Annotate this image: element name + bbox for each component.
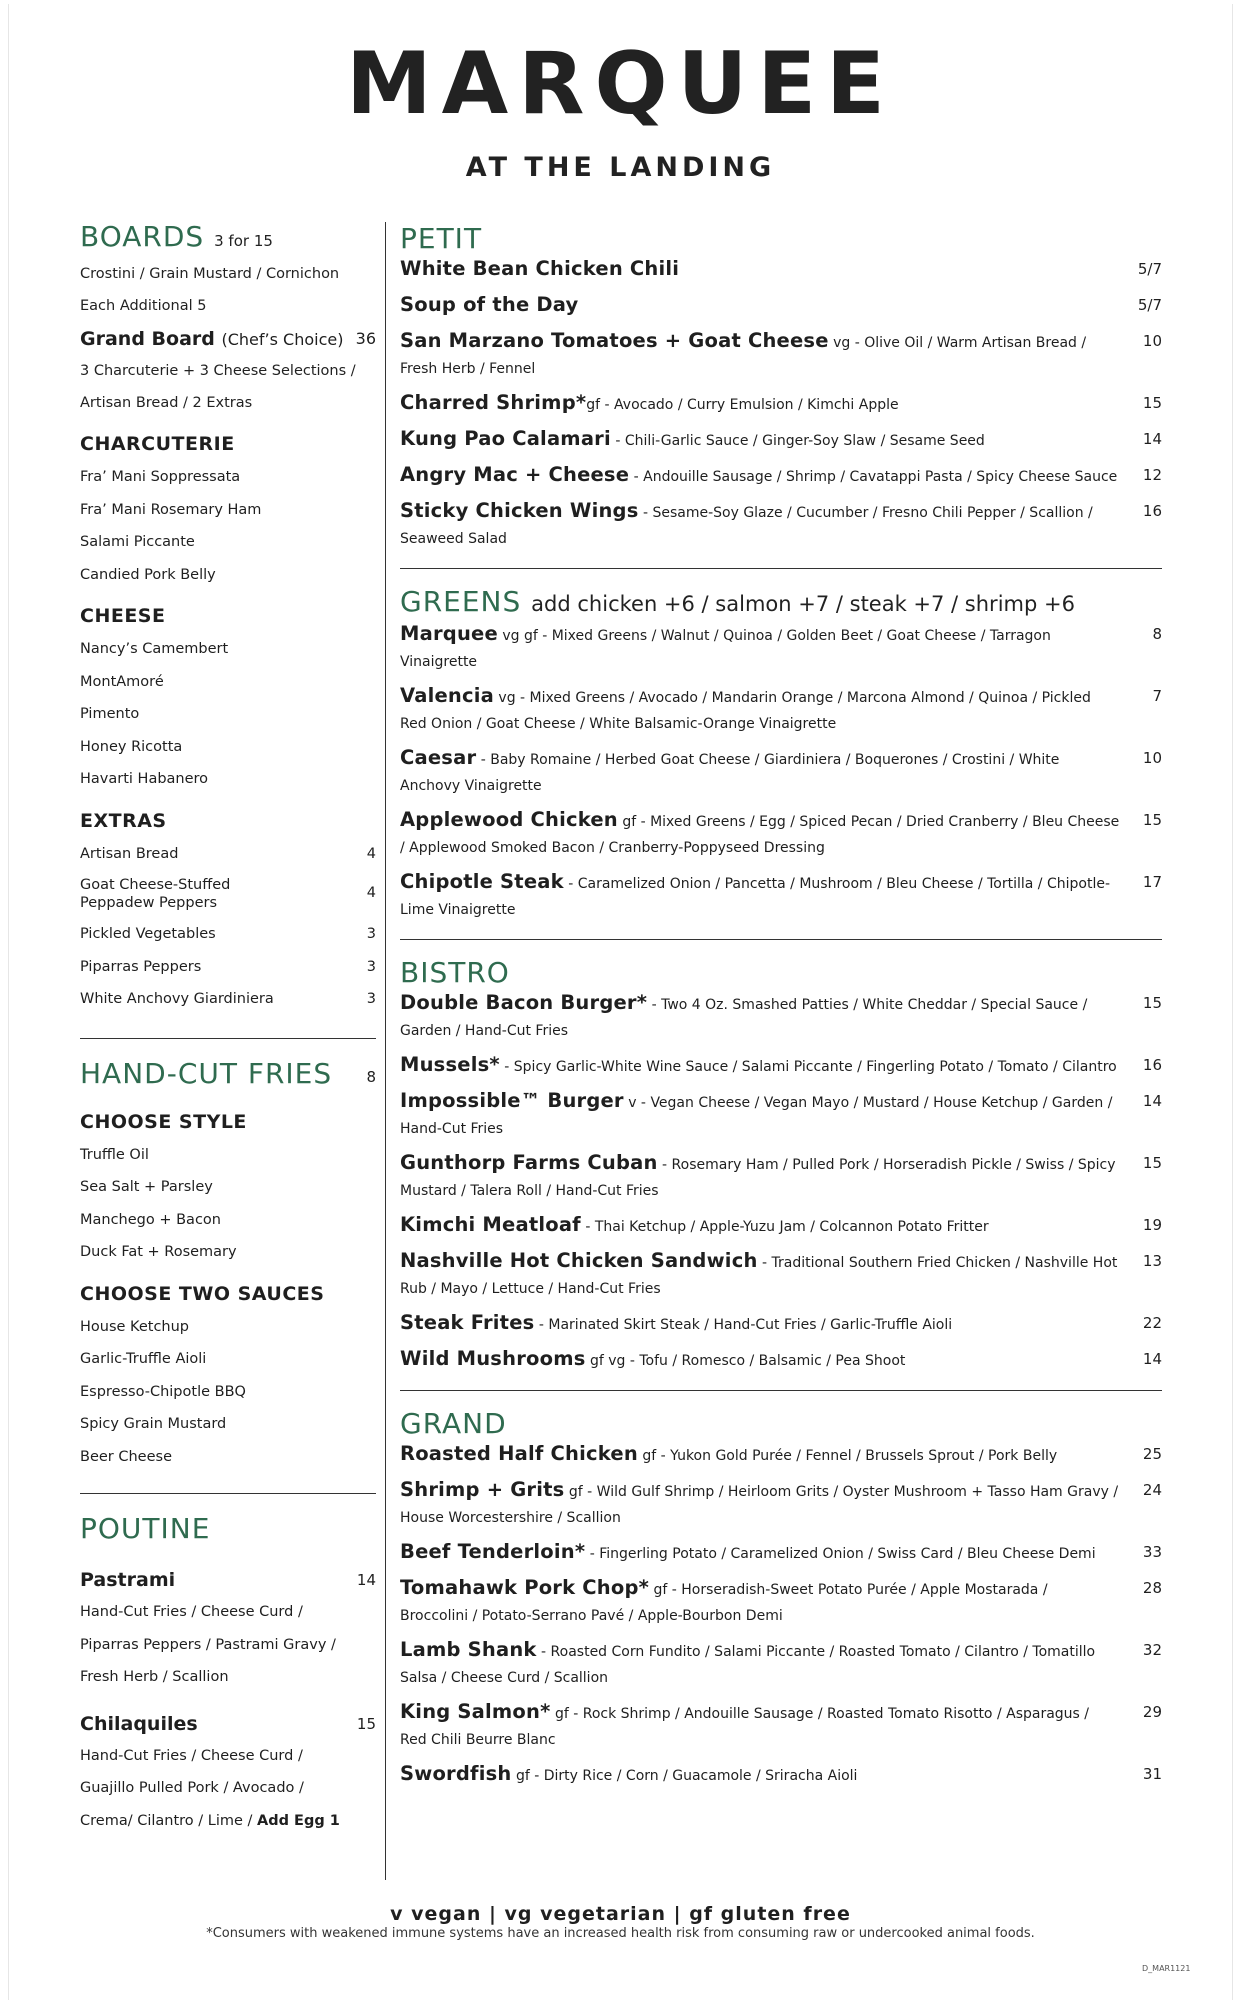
menu-item-desc: - Thai Ketchup / Apple-Yuzu Jam / Colcannon Potato Fritter	[580, 1219, 989, 1235]
menu-item-name: Marquee	[400, 622, 498, 645]
menu-item-desc: vg - Olive Oil / Warm Artisan Bread / Fresh Herb / Fennel	[400, 335, 1087, 377]
menu-item	[400, 256, 1162, 284]
menu-item-price: 15	[1142, 811, 1162, 829]
extras-item-name-line1: Goat Cheese-Stuffed	[80, 877, 231, 893]
column-divider	[385, 222, 386, 1880]
poutine-heading: POUTINE	[80, 1512, 211, 1545]
menu-item-name: Charred Shrimp*	[400, 391, 587, 414]
menu-item-name: Angry Mac + Cheese	[400, 463, 630, 486]
menu-item-desc: gf - Mixed Greens / Egg / Spiced Pecan / Dried Cranberry / Bleu Cheese / Applewood Smoked Bacon / Cranberry-Poppyseed Dressing	[400, 814, 1120, 856]
menu-item	[400, 1539, 1162, 1567]
menu-item-price: 10	[1142, 749, 1162, 767]
menu-item-desc: gf vg - Tofu / Romesco / Balsamic / Pea Shoot	[585, 1353, 906, 1369]
menu-item-price: 14	[1142, 1092, 1162, 1110]
divider	[400, 939, 1162, 940]
menu-item-name: Sticky Chicken Wings	[400, 499, 639, 522]
extras-item-name: Pickled Vegetables	[80, 926, 216, 942]
fries-style: Manchego + Bacon	[80, 1211, 221, 1228]
poutine-item	[80, 1708, 376, 1740]
menu-item	[400, 1575, 1162, 1629]
menu-item-name: Beef Tenderloin*	[400, 1540, 586, 1563]
menu-item	[400, 1637, 1162, 1691]
menu-item-desc: gf - Yukon Gold Purée / Fennel / Brussels Sprout / Pork Belly	[637, 1448, 1058, 1464]
menu-item-desc: vg - Mixed Greens / Avocado / Mandarin Orange / Marcona Almond / Quinoa / Pickled Red Onion / Goat Cheese / White Balsamic-Orange Vinaigrette	[400, 690, 1091, 732]
poutine-item-line: Hand-Cut Fries / Cheese Curd /	[80, 1747, 303, 1764]
menu-item-price: 33	[1142, 1543, 1162, 1561]
greens-addons: add chicken +6 / salmon +7 / steak +7 / shrimp +6	[531, 592, 1075, 616]
boards-note: 3 for 15	[214, 232, 273, 250]
menu-item-desc: gf - Wild Gulf Shrimp / Heirloom Grits / Oyster Mushroom + Tasso Ham Gravy / House Worcestershire / Scallion	[400, 1484, 1119, 1526]
fries-heading-row	[80, 1057, 376, 1097]
menu-item	[400, 462, 1162, 490]
choose-sauces-heading: CHOOSE TWO SAUCES	[80, 1282, 325, 1305]
fries-style: Truffle Oil	[80, 1146, 149, 1163]
menu-item-price: 10	[1142, 332, 1162, 350]
extras-item-name: Artisan Bread	[80, 845, 179, 862]
menu-item-name: Steak Frites	[400, 1311, 535, 1334]
poutine-item-name: Pastrami	[80, 1569, 176, 1591]
menu-item	[400, 1088, 1162, 1142]
extras-item-price: 3	[366, 991, 376, 1007]
menu-item-name: Mussels*	[400, 1053, 500, 1076]
menu-item-price: 15	[1142, 1154, 1162, 1172]
grand-board-price: 36	[355, 329, 376, 348]
menu-item-desc: - Two 4 Oz. Smashed Patties / White Cheddar / Special Sauce / Garden / Hand-Cut Fries	[400, 997, 1088, 1039]
menu-item	[400, 390, 1162, 418]
extras-item	[80, 870, 376, 918]
poutine-item-price: 15	[356, 1714, 376, 1733]
choose-style-heading: CHOOSE STYLE	[80, 1110, 247, 1133]
menu-item-price: 29	[1142, 1703, 1162, 1721]
poutine-item-line: Guajillo Pulled Pork / Avocado /	[80, 1780, 304, 1796]
dietary-legend: v vegan | vg vegetarian | gf gluten free	[390, 1903, 851, 1925]
menu-item	[400, 869, 1162, 923]
poutine-item-price: 14	[356, 1571, 376, 1589]
menu-item-price: 19	[1142, 1216, 1162, 1234]
divider	[80, 1038, 376, 1039]
charcuterie-item: Candied Pork Belly	[80, 566, 216, 583]
menu-item-name: Nashville Hot Chicken Sandwich	[400, 1249, 758, 1272]
menu-item	[400, 292, 1162, 320]
menu-item-desc: v - Vegan Cheese / Vegan Mayo / Mustard / House Ketchup / Garden / Hand-Cut Fries	[400, 1095, 1113, 1137]
extras-item-price: 4	[366, 845, 376, 862]
greens-title: GREENS	[400, 585, 522, 618]
grand-heading: GRAND	[400, 1407, 507, 1440]
menu-item-name: Lamb Shank	[400, 1638, 537, 1661]
menu-item-price: 8	[1152, 625, 1162, 643]
menu-item	[400, 426, 1162, 454]
menu-item-name: Impossible™ Burger	[400, 1089, 624, 1112]
menu-item-price: 31	[1142, 1765, 1162, 1783]
menu-item-name: Kimchi Meatloaf	[400, 1213, 581, 1236]
poutine-item-line: Hand-Cut Fries / Cheese Curd /	[80, 1604, 303, 1620]
menu-item-desc: - Baby Romaine / Herbed Goat Cheese / Giardiniera / Boquerones / Crostini / White Anchovy Vinaigrette	[400, 752, 1060, 794]
cheese-item: MontAmoré	[80, 673, 164, 690]
menu-item	[400, 1052, 1162, 1080]
menu-item-name: White Bean Chicken Chili	[400, 257, 680, 280]
menu-item-name: Wild Mushrooms	[400, 1347, 586, 1370]
menu-item-name: Chipotle Steak	[400, 870, 564, 893]
menu-item-desc: - Caramelized Onion / Pancetta / Mushroom / Bleu Cheese / Tortilla / Chipotle-Lime Vinaigrette	[400, 876, 1111, 918]
extras-heading: EXTRAS	[80, 809, 167, 832]
boards-heading	[80, 220, 376, 258]
fries-style: Duck Fat + Rosemary	[80, 1244, 237, 1260]
divider	[80, 1493, 376, 1494]
menu-item-desc: - Andouille Sausage / Shrimp / Cavatappi Pasta / Spicy Cheese Sauce	[629, 469, 1118, 485]
extras-item-price: 3	[366, 958, 376, 975]
fries-heading: HAND-CUT FRIES	[80, 1056, 333, 1090]
charcuterie-item: Fra’ Mani Soppressata	[80, 469, 241, 485]
extras-item-name	[80, 870, 230, 918]
menu-item-price: 17	[1142, 873, 1162, 891]
menu-item-price: 24	[1142, 1481, 1162, 1499]
menu-item	[400, 1441, 1162, 1469]
charcuterie-item: Salami Piccante	[80, 534, 195, 550]
menu-item-price: 7	[1152, 687, 1162, 705]
poutine-item-line: Fresh Herb / Scallion	[80, 1669, 229, 1685]
boards-title: BOARDS	[80, 220, 205, 253]
menu-item	[400, 1212, 1162, 1240]
fries-sauce: Espresso-Chipotle BBQ	[80, 1383, 246, 1400]
right-column	[400, 222, 1162, 1797]
extras-item	[80, 983, 376, 1016]
menu-item	[400, 1477, 1162, 1531]
menu-item	[400, 498, 1162, 552]
menu-item-name: San Marzano Tomatoes + Goat Cheese	[400, 329, 829, 352]
menu-item	[400, 1346, 1162, 1374]
greens-heading	[400, 585, 1162, 621]
menu-item-name: Shrimp + Grits	[400, 1478, 565, 1501]
poutine-item-line-text: Crema/ Cilantro / Lime /	[80, 1812, 258, 1829]
menu-item-name: Valencia	[400, 684, 494, 707]
menu-item-name: Gunthorp Farms Cuban	[400, 1151, 658, 1174]
menu-item-desc: gf - Dirty Rice / Corn / Guacamole / Sriracha Aioli	[511, 1768, 858, 1784]
menu-item-name: Double Bacon Burger*	[400, 991, 648, 1014]
boards-line-2: Each Additional 5	[80, 298, 207, 314]
fries-sauce: Beer Cheese	[80, 1448, 172, 1465]
divider	[400, 568, 1162, 569]
menu-item-price: 32	[1142, 1641, 1162, 1659]
menu-item	[400, 1150, 1162, 1204]
menu-item	[400, 683, 1162, 737]
menu-item-desc: - Rosemary Ham / Pulled Pork / Horseradish Pickle / Swiss / Spicy Mustard / Talera Roll / Hand-Cut Fries	[400, 1157, 1116, 1199]
cheese-item: Honey Ricotta	[80, 738, 183, 755]
menu-item-name: Swordfish	[400, 1762, 512, 1785]
add-egg-note: Add Egg 1	[257, 1812, 340, 1829]
menu-item-price: 25	[1142, 1445, 1162, 1463]
charcuterie-heading: CHARCUTERIE	[80, 433, 235, 455]
menu-item-desc: gf - Rock Shrimp / Andouille Sausage / Roasted Tomato Risotto / Asparagus / Red Chili Beurre Blanc	[400, 1706, 1090, 1748]
menu-item-desc: - Marinated Skirt Steak / Hand-Cut Fries / Garlic-Truffle Aioli	[534, 1317, 953, 1333]
fries-style: Sea Salt + Parsley	[80, 1179, 213, 1195]
menu-item-price: 15	[1142, 394, 1162, 412]
boards-line-1: Crostini / Grain Mustard / Cornichon	[80, 266, 340, 282]
menu-item-price: 15	[1142, 994, 1162, 1012]
extras-item	[80, 838, 376, 871]
extras-item-price: 3	[366, 926, 376, 942]
poutine-item-name: Chilaquiles	[80, 1712, 198, 1735]
left-column	[80, 220, 376, 1837]
menu-code: D_MAR1121	[1142, 1964, 1191, 1973]
fries-sauce: House Ketchup	[80, 1318, 189, 1335]
menu-item-price: 12	[1142, 466, 1162, 484]
menu-item-price: 5/7	[1137, 260, 1162, 278]
divider	[400, 1390, 1162, 1391]
menu-item-price: 16	[1142, 1056, 1162, 1074]
cheese-item: Pimento	[80, 706, 140, 722]
menu-item-price: 28	[1142, 1579, 1162, 1597]
menu-item	[400, 990, 1162, 1044]
cheese-item: Havarti Habanero	[80, 771, 209, 787]
menu-item	[400, 745, 1162, 799]
extras-item-name: Piparras Peppers	[80, 958, 202, 975]
menu-item	[400, 1310, 1162, 1338]
menu-item-name: Tomahawk Pork Chop*	[400, 1576, 650, 1599]
menu-item-price: 16	[1142, 502, 1162, 520]
poutine-item	[80, 1564, 376, 1596]
menu-item-name: Applewood Chicken	[400, 808, 618, 831]
extras-item	[80, 951, 376, 984]
grand-board-note: (Chef’s Choice)	[221, 330, 344, 349]
menu-item-desc: - Traditional Southern Fried Chicken / Nashville Hot Rub / Mayo / Lettuce / Hand-Cut Fries	[400, 1255, 1118, 1297]
menu-item-name: Caesar	[400, 746, 477, 769]
poutine-item-line: Piparras Peppers / Pastrami Gravy /	[80, 1636, 336, 1653]
menu-item-price: 5/7	[1137, 296, 1162, 314]
grand-board	[80, 324, 343, 355]
bistro-heading: BISTRO	[400, 956, 510, 989]
grand-board-line-2: Artisan Bread / 2 Extras	[80, 395, 253, 411]
consumer-disclaimer: *Consumers with weakened immune systems have an increased health risk from consuming raw or undercooked animal foods.	[206, 1926, 1035, 1941]
grand-board-row	[80, 324, 376, 355]
menu-item	[400, 621, 1162, 675]
extras-item-name-line2: Peppadew Peppers	[80, 895, 218, 911]
restaurant-subtitle: AT THE LANDING	[465, 152, 776, 183]
extras-item-price: 4	[366, 885, 376, 901]
menu-item	[400, 1699, 1162, 1753]
grand-board-name: Grand Board	[80, 328, 215, 350]
menu-item	[400, 1248, 1162, 1302]
grand-board-line-1: 3 Charcuterie + 3 Cheese Selections /	[80, 363, 356, 379]
menu-item-name: Kung Pao Calamari	[400, 427, 611, 450]
menu-item-desc: - Roasted Corn Fundito / Salami Piccante / Roasted Tomato / Cilantro / Tomatillo Salsa / Cheese Curd / Scallion	[400, 1644, 1096, 1686]
menu-item-name: Roasted Half Chicken	[400, 1442, 638, 1465]
menu-item-desc: - Spicy Garlic-White Wine Sauce / Salami Piccante / Fingerling Potato / Tomato / Cilantro	[499, 1059, 1117, 1075]
cheese-heading: CHEESE	[80, 605, 166, 627]
charcuterie-item: Fra’ Mani Rosemary Ham	[80, 501, 262, 518]
menu-item	[400, 807, 1162, 861]
extras-item-name: White Anchovy Giardiniera	[80, 991, 274, 1007]
menu-item-price: 22	[1142, 1314, 1162, 1332]
menu-item	[400, 328, 1162, 382]
menu-item-desc: gf - Horseradish-Sweet Potato Purée / Apple Mostarada / Broccolini / Potato-Serrano Pavé / Apple-Bourbon Demi	[400, 1582, 1048, 1624]
menu-item-price: 14	[1142, 1350, 1162, 1368]
menu-item-desc: - Sesame-Soy Glaze / Cucumber / Fresno Chili Pepper / Scallion / Seaweed Salad	[400, 505, 1093, 547]
petit-heading: PETIT	[400, 222, 483, 255]
menu-item-desc: gf - Avocado / Curry Emulsion / Kimchi Apple	[586, 397, 899, 413]
fries-sauce: Spicy Grain Mustard	[80, 1416, 227, 1432]
restaurant-name: MARQUEE	[346, 34, 895, 134]
menu-item-desc: vg gf - Mixed Greens / Walnut / Quinoa / Golden Beet / Goat Cheese / Tarragon Vinaigrette	[400, 628, 1051, 670]
poutine-item-line	[80, 1805, 376, 1838]
extras-item	[80, 918, 376, 951]
menu-item-desc: - Fingerling Potato / Caramelized Onion / Swiss Card / Bleu Cheese Demi	[585, 1546, 1096, 1562]
menu-item-name: King Salmon*	[400, 1700, 551, 1723]
menu-item-price: 13	[1142, 1252, 1162, 1270]
cheese-item: Nancy’s Camembert	[80, 641, 229, 657]
menu-item-desc: - Chili-Garlic Sauce / Ginger-Soy Slaw / Sesame Seed	[610, 433, 985, 449]
menu-item	[400, 1761, 1162, 1789]
menu-item-name: Soup of the Day	[400, 293, 579, 316]
fries-sauce: Garlic-Truffle Aioli	[80, 1351, 207, 1367]
fries-price: 8	[366, 1067, 376, 1086]
menu-item-price: 14	[1142, 430, 1162, 448]
